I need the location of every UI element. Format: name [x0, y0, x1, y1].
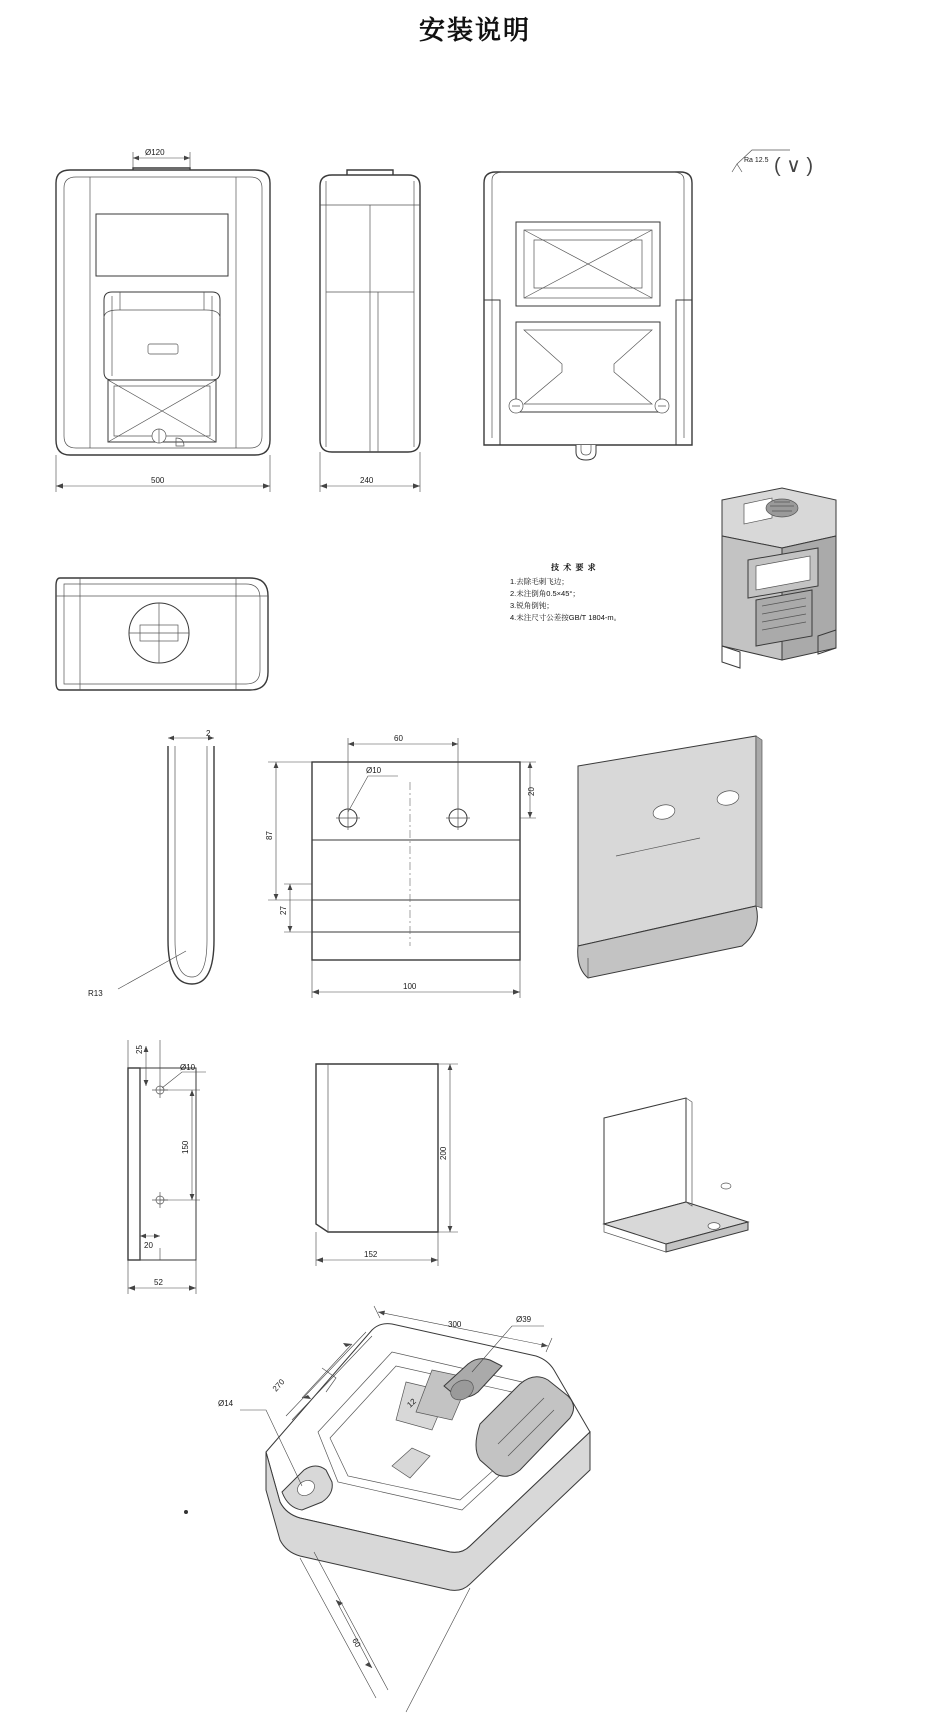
plate-side-view: [128, 1040, 206, 1294]
dim-top-bore: Ø120: [145, 148, 165, 157]
dim-bracket-height: 87: [265, 831, 274, 840]
dim-bracket-width: 100: [403, 982, 417, 991]
dim-plate-hole: Ø10: [180, 1063, 196, 1072]
tech-note-3: 3.锐角倒钝；: [510, 601, 554, 610]
plate-front-view: [316, 1064, 458, 1266]
bracket-isometric: [578, 736, 762, 978]
dim-side-width: 240: [360, 476, 374, 485]
dim-assembly-hole: Ø14: [218, 1399, 234, 1408]
assembly-isometric: [184, 1306, 590, 1712]
dim-bracket-hole-spacing: 60: [394, 734, 403, 743]
tech-note-4: 4.未注尺寸公差按GB/T 1804-m。: [510, 613, 622, 622]
surface-finish-symbol: [732, 150, 813, 177]
dim-assembly-depth: 270: [270, 1377, 287, 1394]
dim-hook-radius: R13: [88, 989, 103, 998]
rear-view: [484, 172, 692, 460]
top-view: [56, 578, 268, 690]
bracket-flat-view: [265, 734, 536, 998]
dim-plate-total: 52: [154, 1278, 163, 1287]
dim-plate-bottom-edge: 20: [144, 1241, 153, 1250]
tech-notes-block: [510, 562, 621, 622]
dim-plate-width: 152: [364, 1250, 378, 1259]
surface-roughness-label: Ra 12.5: [744, 157, 769, 164]
dim-assembly-length: 300: [448, 1320, 462, 1329]
dim-bracket-hole: Ø10: [366, 766, 382, 775]
hook-profile: [88, 729, 214, 998]
dim-plate-hole-span: 150: [181, 1140, 190, 1154]
dim-assembly-bottom: 60: [350, 1636, 363, 1649]
dim-assembly-bore: Ø39: [516, 1315, 532, 1324]
page-title: 安装说明: [418, 15, 531, 45]
dim-bracket-edge-top: 20: [527, 787, 536, 796]
side-view: [320, 170, 420, 492]
dim-front-width: 500: [151, 476, 165, 485]
dim-bracket-mid: 27: [279, 906, 288, 915]
tech-notes-heading: 技 术 要 求: [551, 563, 597, 572]
tech-note-2: 2.未注倒角0.5×45°；: [510, 589, 580, 598]
clamp-isometric: [722, 488, 836, 668]
dim-assembly-inner: 12: [405, 1396, 418, 1410]
front-view: [56, 148, 270, 492]
dim-plate-top-edge: 25: [135, 1045, 144, 1054]
dim-hook-thickness: 2: [206, 729, 211, 738]
tech-note-1: 1.去除毛刺飞边；: [510, 577, 569, 586]
surface-symbol-bracket: ( ∨ ): [774, 155, 814, 177]
angle-bracket-isometric: [604, 1098, 748, 1252]
dim-plate-height: 200: [439, 1146, 448, 1160]
